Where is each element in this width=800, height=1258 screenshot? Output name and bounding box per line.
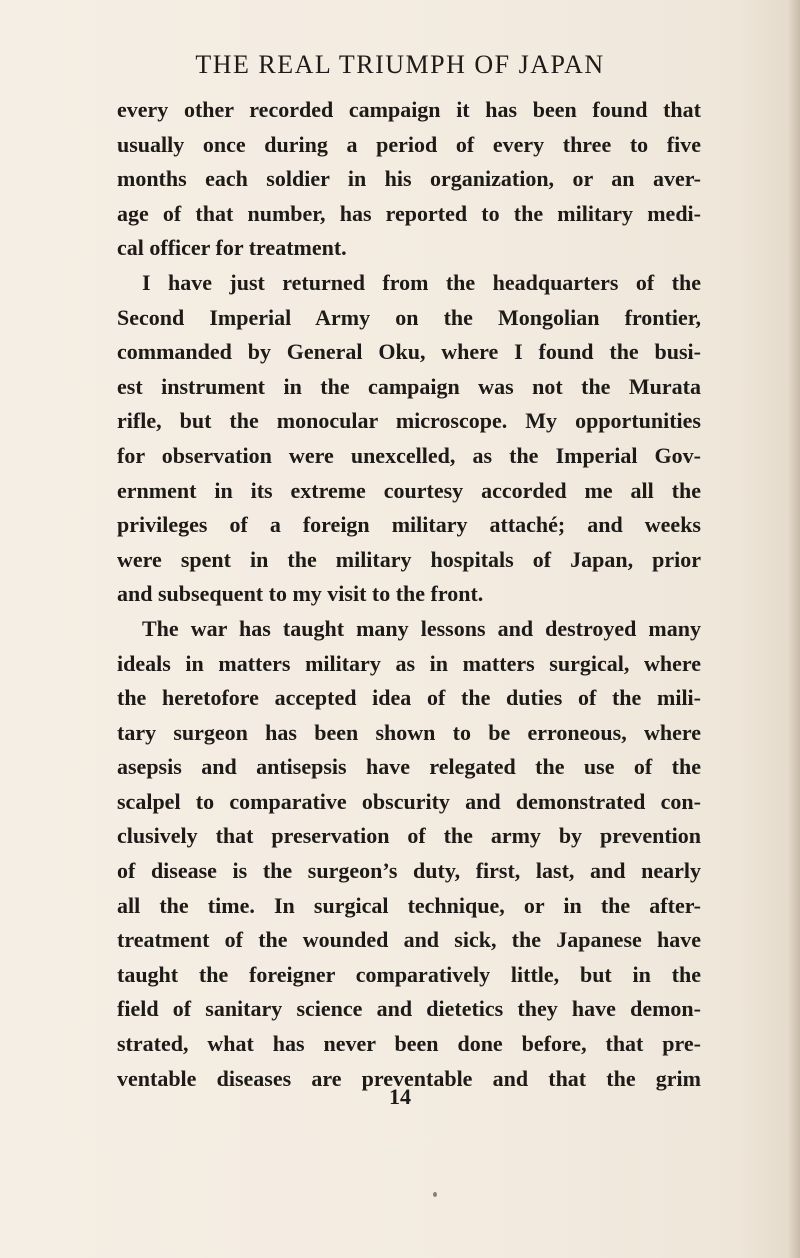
text-line: scalpel to comparative obscurity and demonstrated con- bbox=[117, 788, 701, 814]
text-line: taught the foreigner comparatively little, but in the bbox=[117, 961, 701, 987]
text-line: privileges of a foreign military attaché; and weeks bbox=[117, 512, 701, 538]
text-line: months each soldier in his organization, or an aver- bbox=[117, 166, 701, 192]
text-line: commanded by General Oku, where I found the busi- bbox=[117, 339, 701, 365]
text-line: ventable diseases are preventable and that the grim bbox=[117, 1065, 701, 1091]
text-line: every other recorded campaign it has been found that bbox=[117, 97, 701, 122]
text-line: cal officer for treatment. bbox=[117, 235, 347, 261]
page-number: 14 bbox=[389, 1084, 411, 1109]
paper-speck bbox=[433, 1192, 437, 1197]
text-line: ernment in its extreme courtesy accorded me all the bbox=[117, 477, 701, 503]
running-header: THE REAL TRIUMPH OF JAPAN bbox=[195, 50, 605, 79]
text-line: and subsequent to my visit to the front. bbox=[117, 581, 484, 607]
text-line: the heretofore accepted idea of the duties of the mili- bbox=[117, 685, 701, 711]
text-line: est instrument in the campaign was not the Murata bbox=[117, 373, 701, 399]
text-line: for observation were unexcelled, as the Imperial Gov- bbox=[117, 442, 701, 468]
page-edge-shadow bbox=[788, 0, 800, 1258]
text-line: all the time. In surgical technique, or in the after- bbox=[117, 892, 701, 918]
text-line: treatment of the wounded and sick, the Japanese have bbox=[117, 927, 701, 953]
text-line: strated, what has never been done before, that pre- bbox=[117, 1031, 701, 1057]
text-line: usually once during a period of every three to five bbox=[117, 131, 701, 157]
text-line: The war has taught many lessons and destroyed many bbox=[142, 615, 701, 641]
text-line: clusively that preservation of the army by prevention bbox=[117, 823, 701, 849]
text-line: of disease is the surgeon’s duty, first, last, and nearly bbox=[117, 858, 701, 884]
text-line: ideals in matters military as in matters surgical, where bbox=[117, 650, 701, 676]
text-line: Second Imperial Army on the Mongolian frontier, bbox=[117, 304, 701, 330]
text-line: tary surgeon has been shown to be erroneous, where bbox=[117, 719, 701, 745]
body-text bbox=[117, 93, 701, 1096]
text-line: field of sanitary science and dietetics they have demon- bbox=[117, 996, 701, 1022]
text-line: rifle, but the monocular microscope. My opportunities bbox=[117, 408, 701, 434]
text-line: were spent in the military hospitals of Japan, prior bbox=[117, 546, 701, 572]
text-line: asepsis and antisepsis have relegated the use of the bbox=[117, 754, 701, 780]
text-line: age of that number, has reported to the military medi- bbox=[117, 200, 701, 226]
text-line: I have just returned from the headquarters of the bbox=[142, 269, 701, 295]
